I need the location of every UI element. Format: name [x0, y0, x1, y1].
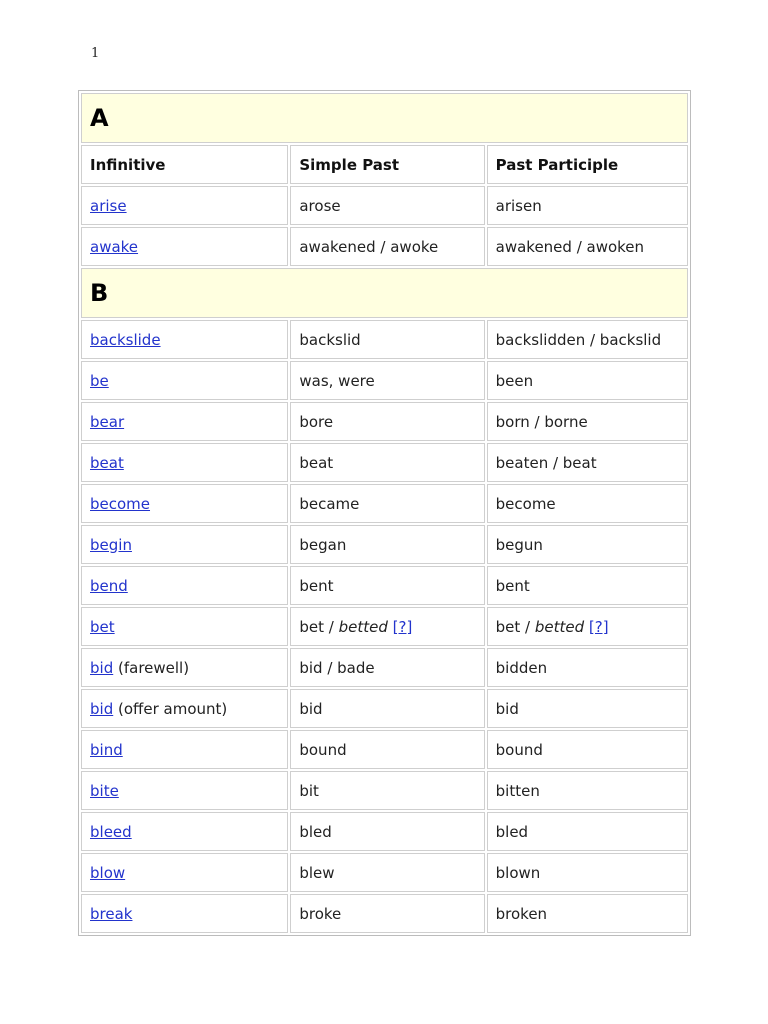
- table-row: [81, 689, 688, 728]
- column-header-infinitive: Infinitive: [81, 145, 288, 184]
- simple-past-text: began: [299, 535, 347, 554]
- infinitive-cell: [81, 525, 288, 564]
- verb-link[interactable]: become: [90, 494, 151, 513]
- infinitive-cell: [81, 771, 288, 810]
- past-participle-text: bet /: [495, 617, 535, 636]
- table-row: [81, 227, 688, 266]
- past-participle-text: born / borne: [495, 412, 588, 431]
- verb-link[interactable]: bend: [90, 576, 128, 595]
- simple-past-text: broke: [299, 904, 342, 923]
- page-number: 1: [91, 46, 100, 61]
- past-participle-cell: [487, 853, 688, 892]
- table-row: [81, 525, 688, 564]
- past-participle-cell: [487, 730, 688, 769]
- past-participle-cell: [487, 566, 688, 605]
- simple-past-cell: [290, 443, 484, 482]
- column-header-row: [81, 145, 688, 184]
- table-row: [81, 186, 688, 225]
- verb-link[interactable]: bid: [90, 658, 114, 677]
- verb-link[interactable]: blow: [90, 863, 126, 882]
- table-row: [81, 607, 688, 646]
- verb-link[interactable]: bear: [90, 412, 125, 431]
- infinitive-cell: [81, 648, 288, 687]
- past-participle-cell: [487, 227, 688, 266]
- infinitive-cell: [81, 320, 288, 359]
- simple-past-cell: [290, 607, 484, 646]
- past-participle-variant: betted: [534, 617, 585, 636]
- infinitive-cell: [81, 730, 288, 769]
- past-participle-text: broken: [495, 904, 548, 923]
- past-participle-cell: [487, 812, 688, 851]
- past-participle-text: bent: [495, 576, 530, 595]
- infinitive-cell: [81, 607, 288, 646]
- simple-past-text: bore: [299, 412, 334, 431]
- simple-past-text: bound: [299, 740, 347, 759]
- past-participle-cell: [487, 361, 688, 400]
- past-participle-text: bitten: [495, 781, 540, 800]
- past-participle-text: awakened / awoken: [495, 237, 645, 256]
- past-participle-text: beaten / beat: [495, 453, 597, 472]
- simple-past-cell: [290, 894, 484, 933]
- verb-link[interactable]: beat: [90, 453, 124, 472]
- verb-table-body: [81, 93, 688, 933]
- simple-past-cell: [290, 853, 484, 892]
- simple-past-text: blew: [299, 863, 335, 882]
- column-header-past-participle: Past Participle: [487, 145, 688, 184]
- simple-past-cell: [290, 648, 484, 687]
- past-participle-cell: [487, 320, 688, 359]
- past-participle-cell: [487, 484, 688, 523]
- infinitive-cell: [81, 443, 288, 482]
- verb-link[interactable]: awake: [90, 237, 139, 256]
- simple-past-cell: [290, 525, 484, 564]
- table-row: [81, 484, 688, 523]
- section-letter: B: [81, 268, 688, 318]
- note-link[interactable]: [?]: [588, 617, 609, 636]
- verb-link[interactable]: begin: [90, 535, 132, 554]
- infinitive-cell: [81, 812, 288, 851]
- verb-link[interactable]: arise: [90, 196, 127, 215]
- infinitive-cell: [81, 227, 288, 266]
- past-participle-cell: [487, 402, 688, 441]
- past-participle-cell: [487, 186, 688, 225]
- past-participle-cell: [487, 689, 688, 728]
- verb-qualifier: (farewell): [118, 658, 190, 677]
- past-participle-text: bid: [495, 699, 519, 718]
- past-participle-text: blown: [495, 863, 541, 882]
- past-participle-text: bidden: [495, 658, 548, 677]
- infinitive-cell: [81, 484, 288, 523]
- verb-link[interactable]: break: [90, 904, 133, 923]
- simple-past-text: backslid: [299, 330, 361, 349]
- verb-link[interactable]: backslide: [90, 330, 161, 349]
- simple-past-cell: [290, 771, 484, 810]
- past-participle-cell: [487, 607, 688, 646]
- table-row: [81, 320, 688, 359]
- infinitive-cell: [81, 853, 288, 892]
- simple-past-cell: [290, 566, 484, 605]
- infinitive-cell: [81, 402, 288, 441]
- simple-past-cell: [290, 402, 484, 441]
- table-row: [81, 443, 688, 482]
- verb-link[interactable]: bid: [90, 699, 114, 718]
- simple-past-text: beat: [299, 453, 334, 472]
- simple-past-text: bled: [299, 822, 332, 841]
- section-letter: A: [81, 93, 688, 143]
- verb-link[interactable]: be: [90, 371, 109, 390]
- simple-past-cell: [290, 730, 484, 769]
- verb-link[interactable]: bind: [90, 740, 123, 759]
- table-row: [81, 771, 688, 810]
- table-row: [81, 402, 688, 441]
- table-row: [81, 361, 688, 400]
- table-row: [81, 730, 688, 769]
- simple-past-cell: [290, 812, 484, 851]
- past-participle-cell: [487, 771, 688, 810]
- table-row: [81, 648, 688, 687]
- infinitive-cell: [81, 361, 288, 400]
- past-participle-text: bled: [495, 822, 529, 841]
- simple-past-text: bent: [299, 576, 334, 595]
- past-participle-text: bound: [495, 740, 543, 759]
- simple-past-cell: [290, 361, 484, 400]
- past-participle-text: begun: [495, 535, 543, 554]
- simple-past-variant: betted: [338, 617, 388, 636]
- simple-past-text: bid: [299, 699, 323, 718]
- past-participle-text: been: [495, 371, 534, 390]
- past-participle-cell: [487, 648, 688, 687]
- simple-past-text: was, were: [299, 371, 375, 390]
- past-participle-cell: [487, 894, 688, 933]
- simple-past-text: became: [299, 494, 360, 513]
- section-header-row: [81, 268, 688, 318]
- simple-past-text: arose: [299, 196, 341, 215]
- past-participle-text: backslidden / backslid: [495, 330, 662, 349]
- infinitive-cell: [81, 566, 288, 605]
- verb-link[interactable]: bleed: [90, 822, 132, 841]
- simple-past-cell: [290, 484, 484, 523]
- column-header-simple-past: Simple Past: [290, 145, 484, 184]
- verb-link[interactable]: bite: [90, 781, 119, 800]
- verb-link[interactable]: bet: [90, 617, 115, 636]
- simple-past-cell: [290, 320, 484, 359]
- section-header-row: [81, 93, 688, 143]
- table-row: [81, 894, 688, 933]
- table-row: [81, 566, 688, 605]
- note-link[interactable]: [?]: [392, 617, 413, 636]
- verb-qualifier: (offer amount): [118, 699, 228, 718]
- past-participle-cell: [487, 525, 688, 564]
- infinitive-cell: [81, 689, 288, 728]
- infinitive-cell: [81, 894, 288, 933]
- simple-past-cell: [290, 186, 484, 225]
- simple-past-text: bet /: [299, 617, 339, 636]
- simple-past-text: bid / bade: [299, 658, 375, 677]
- past-participle-text: arisen: [495, 196, 542, 215]
- simple-past-cell: [290, 227, 484, 266]
- irregular-verbs-table: [78, 90, 691, 936]
- table-row: [81, 853, 688, 892]
- simple-past-text: bit: [299, 781, 319, 800]
- past-participle-text: become: [495, 494, 556, 513]
- infinitive-cell: [81, 186, 288, 225]
- past-participle-cell: [487, 443, 688, 482]
- simple-past-cell: [290, 689, 484, 728]
- table-row: [81, 812, 688, 851]
- simple-past-text: awakened / awoke: [299, 237, 439, 256]
